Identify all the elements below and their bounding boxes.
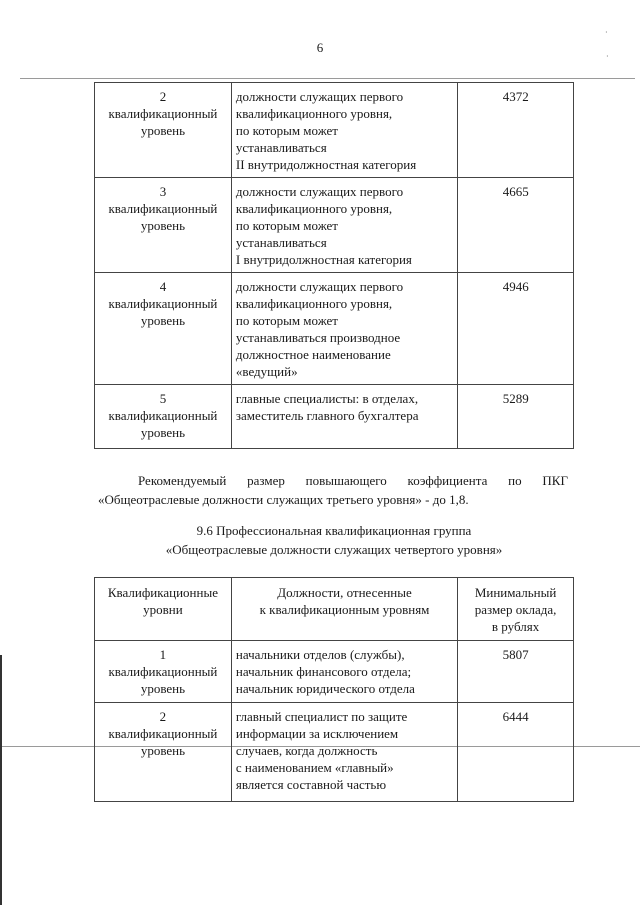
section-heading: 9.6 Профессиональная квалификационная группа «Общеотраслевые должности служащих четвертого уровня» — [165, 523, 503, 557]
salary-cell: 5807 — [458, 641, 574, 703]
qualification-table-continued — [94, 82, 574, 449]
table-row — [95, 83, 574, 178]
salary-cell: 5289 — [458, 385, 574, 449]
positions-cell: главные специалисты: в отделах, заместитель главного бухгалтера — [231, 385, 457, 449]
salary-cell: 4372 — [458, 83, 574, 178]
level-cell: 5 квалификационный уровень — [95, 385, 232, 449]
page-number: 6 — [316, 40, 324, 55]
scan-edge-shadow — [0, 655, 2, 905]
scan-speck: · — [606, 52, 609, 61]
positions-cell: должности служащих первого квалификационного уровня, по которым может устанавливаться I внутридолжностная категория — [231, 178, 457, 273]
level-cell: 4 квалификационный уровень — [95, 273, 232, 385]
table-row — [95, 273, 574, 385]
header-positions: Должности, отнесенные к квалификационным уровням — [231, 578, 457, 641]
level-cell: 2 квалификационный уровень — [95, 83, 232, 178]
positions-cell: должности служащих первого квалификационного уровня, по которым может устанавливаться производное должностное наименование «ведущий» — [231, 273, 457, 385]
positions-cell: начальники отделов (службы), начальник финансового отдела; начальник юридического отдела — [231, 641, 457, 703]
salary-cell: 4946 — [458, 273, 574, 385]
header-salary: Минимальный размер оклада, в рублях — [458, 578, 574, 641]
table-row — [95, 178, 574, 273]
table-row — [95, 703, 574, 802]
recommendation-paragraph: Рекомендуемый размер повышающего коэффициента по ПКГ «Общеотраслевые должности служащих третьего уровня» - до 1,8. — [98, 473, 568, 507]
scan-speck: · — [605, 28, 608, 37]
level-cell: 3 квалификационный уровень — [95, 178, 232, 273]
level-cell: 2 квалификационный уровень — [95, 703, 232, 802]
table-row — [95, 641, 574, 703]
table-row — [95, 385, 574, 449]
header-level: Квалификационные уровни — [95, 578, 232, 641]
positions-cell: главный специалист по защите информации за исключением случаев, когда должность с наименованием «главный» является составной частью — [231, 703, 457, 802]
salary-cell: 6444 — [458, 703, 574, 802]
qualification-table-fourth-level — [94, 577, 574, 802]
scan-line-top — [20, 78, 635, 79]
salary-cell: 4665 — [458, 178, 574, 273]
level-cell: 1 квалификационный уровень — [95, 641, 232, 703]
table-header-row — [95, 578, 574, 641]
positions-cell: должности служащих первого квалификационного уровня, по которым может устанавливаться II внутридолжностная категория — [231, 83, 457, 178]
